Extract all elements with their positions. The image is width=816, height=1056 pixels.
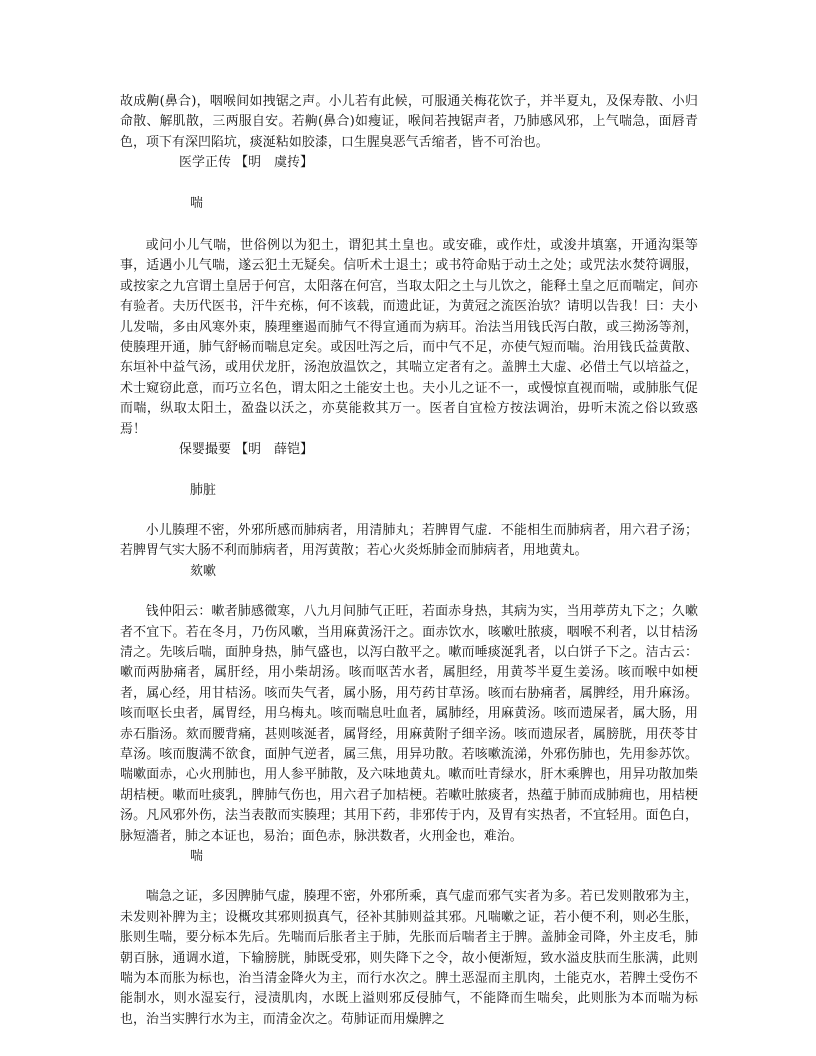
document-page: [120, 92, 698, 1030]
section-heading-chuan-1: 喘: [190, 195, 203, 211]
paragraph-lung-organ: 小儿腠理不密，外邪所感而肺病者，用清肺丸；若脾胃气虚．不能相生而肺病者，用六君子汤；若脾胃气实大肠不利而肺病者，用泻黄散；若心火炎烁肺金而肺病者，用地黄丸。: [120, 522, 698, 559]
paragraph-asthma-discussion: 或问小儿气喘，世俗例以为犯土，谓犯其土皇也。或安碓，或作灶，或浚井填塞，开通沟渠等事，适遇小儿气喘，遂云犯土无疑矣。信听术士退土；或书符命贴于动土之处；或咒法水焚符调服，或按家之九宫谓土皇居于何宫，太阳落在何宫，当取太阳之土与儿饮之，能释土皇之厄而喘定，间亦有验者。夫历代医书，汗牛充栋，何不该载，而遗此证，为黄冠之流医治欤？请明以告我！曰：夫小儿发喘，多由风寒外束，腠理壅遏而肺气不得宣通而为病耳。治法当用钱氏泻白散，或三拗汤等剂，使腠理开通，肺气舒畅而喘息定矣。或因吐泻之后，而中气不足，亦使气短而喘。治用钱氏益黄散、东垣补中益气汤，或用伏龙肝，汤泡放温饮之，其喘立定者有之。盖脾土大虚、必借土气以培益之，术士窥窃此意，而巧立名色，谓太阳之土能安土也。夫小儿之证不一，或慢惊直视而喘，或肺胀气促而喘，纵取太阳土，盈盎以沃之，亦莫能救其万一。医者自宜检方按法调治，毋听末流之俗以致惑焉！: [120, 238, 698, 437]
paragraph-cough: 钱仲阳云：嗽者肺感微寒，八九月间肺气正旺，若面赤身热，其病为实，当用葶苈丸下之；久嗽者不宜下。若在冬月，乃伤风嗽，当用麻黄汤汗之。面赤饮水，咳嗽吐脓痰，咽喉不利者，以甘桔汤清之。先咳后喘，面肿身热，肺气盛也，以泻白散平之。嗽而唾痰涎乳者，以白饼子下之。洁古云：嗽而两胁痛者，属肝经，用小柴胡汤。咳而呕苦水者，属胆经，用黄芩半夏生姜汤。咳而喉中如梗者，属心经，用甘桔汤。咳而失气者，属小肠，用芍药甘草汤。咳而右胁痛者，属脾经，用升麻汤。咳而呕长虫者，属胃经，用乌梅丸。咳而喘息吐血者，属肺经，用麻黄汤。咳而遗屎者，属大肠，用赤石脂汤。欬而腰背痛，甚则咳涎者，属肾经，用麻黄附子细辛汤。咳而遗尿者，属膀胱，用茯苓甘草汤。咳而腹满不欲食，面肿气逆者，属三焦，用异功散。若咳嗽流涕，外邪伤肺也，先用参苏饮。喘嗽面赤，心火刑肺也，用人参平肺散，及六味地黄丸。嗽而吐青绿水，肝木乘脾也，用异功散加柴胡桔梗。嗽而吐痰乳，脾肺气伤也，用六君子加桔梗。若嗽吐脓痰者，热蕴于肺而成肺痈也，用桔梗汤。凡风邪外伤，法当表散而实腠理；其用下药，非邪传于内，及胃有实热者，不宜轻用。面色白，脉短濇者，肺之本证也，易治；面色赤，脉洪数者，火刑金也，难治。: [120, 604, 698, 844]
paragraph-cough-wheeze-intro: 故成齁(鼻合)，咽喉间如拽锯之声。小儿若有此候，可服通关梅花饮子，并半夏丸，及保寿散、小归命散、解肌散，三两服自安。若齁(鼻合)如瘦证，喉间若拽锯声者，乃肺感风邪，上气喘急，面唇青色，项下有深凹陷坑，痰涎粘如胶漆，口生腥臭恶气舌缩者，皆不可治也。: [120, 94, 698, 150]
section-heading-feizang: 肺脏: [190, 482, 216, 498]
source-title-yixue-zhengzhuan: 医学正传 【明 虞抟】: [179, 155, 314, 171]
section-heading-chuan-2: 喘: [190, 849, 203, 864]
paragraph-wheezing: 喘急之证，多因脾肺气虚，腠理不密，外邪所乘，真气虚而邪气实者为多。若已发则散邪为主，未发则补脾为主；设概攻其邪则损真气，径补其肺则益其邪。凡喘嗽之证，若小便不利，则必生胀，胀则生喘，要分标本先后。先喘而后胀者主于肺，先胀而后喘者主于脾。盖肺金司降，外主皮毛，肺朝百脉，通调水道，下输膀胱，肺既受邪，则失降下之令，故小便渐短，致水溢皮肤而生胀满，此则喘为本而胀为标也，治当清金降火为主，而行水次之。脾土恶湿而主肌肉，土能克水，若脾土受伤不能制水，则水湿妄行，浸渍肌肉，水既上溢则邪反侵肺气，不能降而生喘矣，此则胀为本而喘为标也，治当实脾行水为主，而清金次之。苟肺证而用燥脾之: [120, 889, 698, 1027]
source-title-baoying-cuoyao: 保婴撮要 【明 薛铠】: [179, 442, 314, 458]
section-heading-kesou: 欬嗽: [190, 563, 216, 579]
